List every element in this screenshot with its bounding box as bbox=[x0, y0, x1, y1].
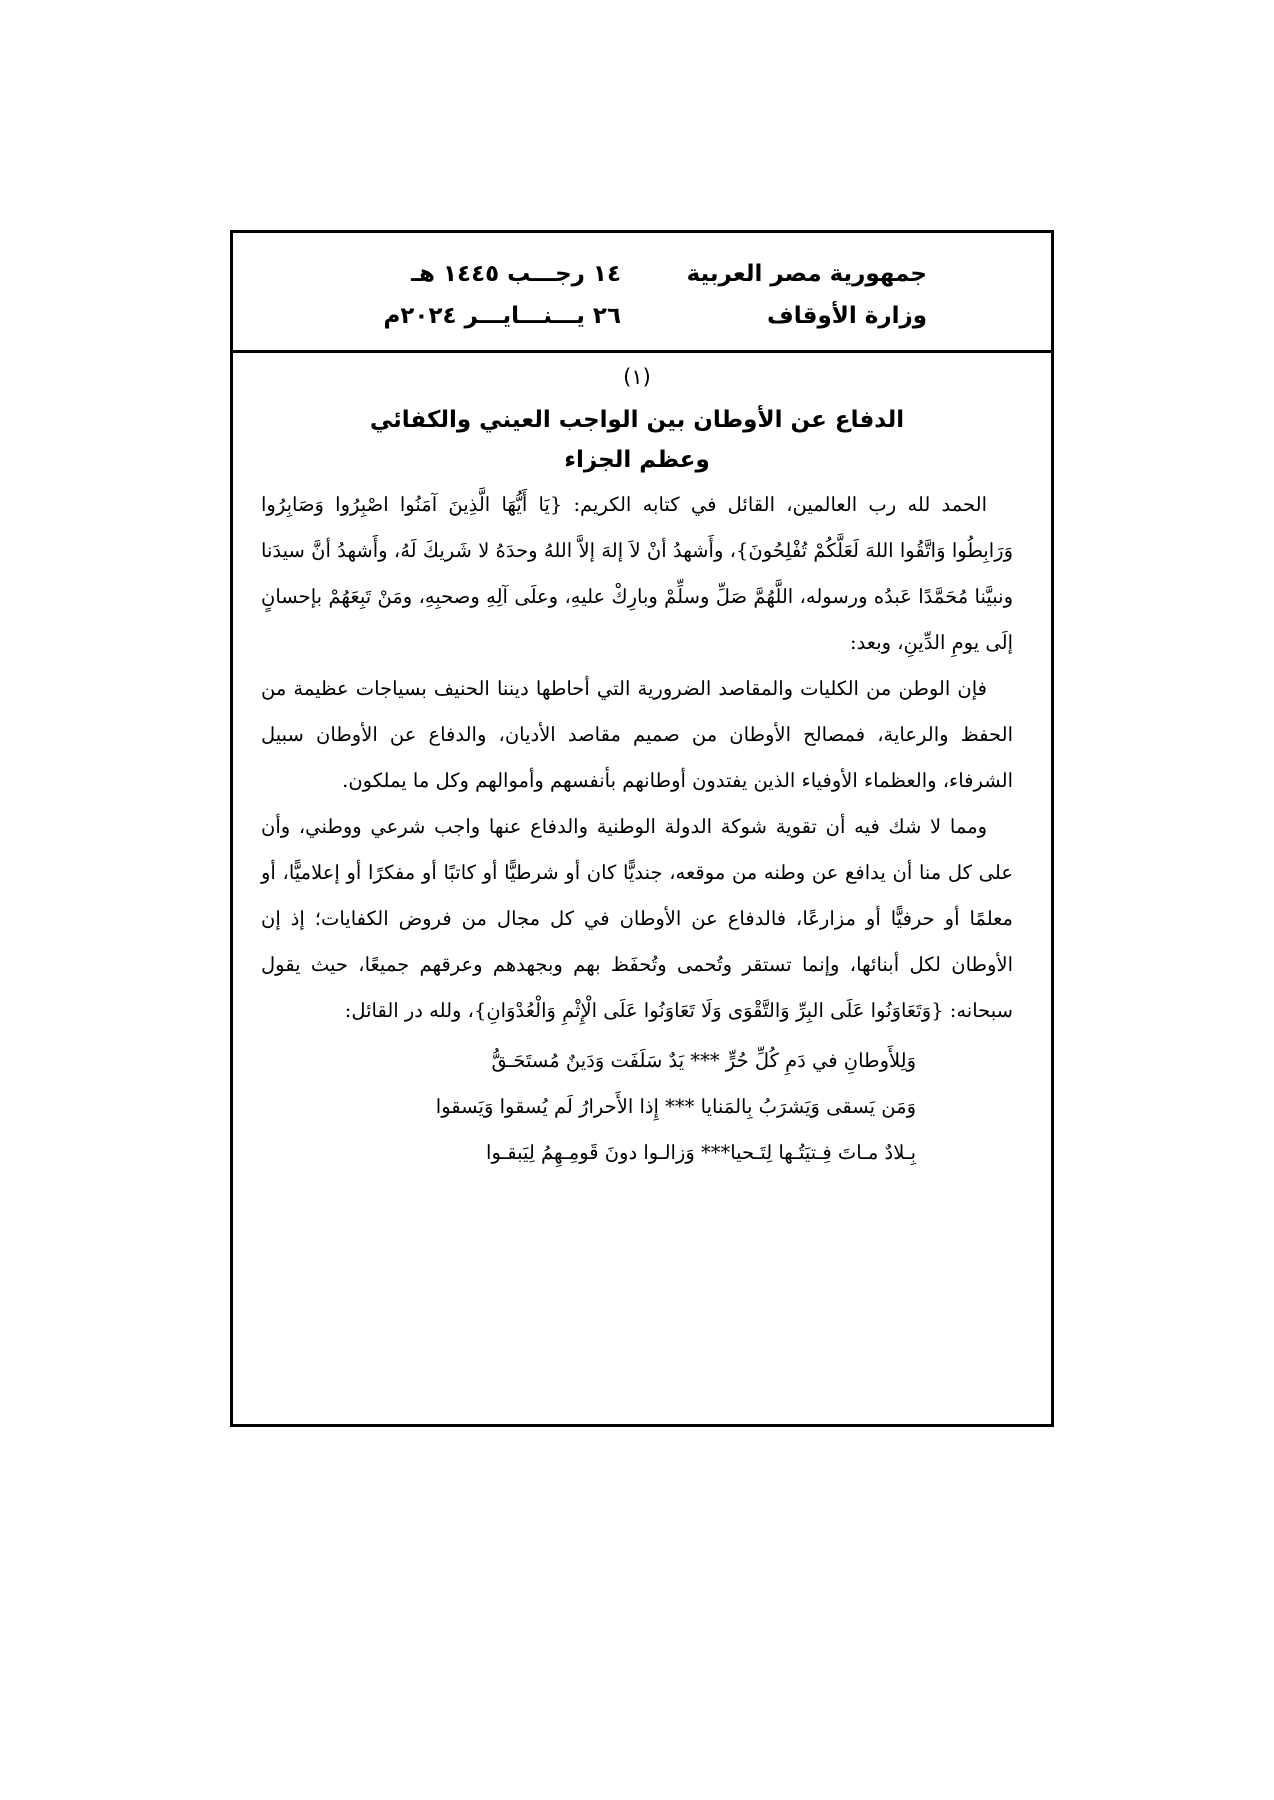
document-frame bbox=[230, 230, 1054, 1427]
poetry-verse: وَلِلأَوطانِ في دَمِ كُلِّ حُرٍّ *** يَدٌ سَلَفَت وَدَينٌ مُستَحَـقُّ bbox=[491, 1049, 916, 1072]
ministry-name: وزارة الأوقاف bbox=[767, 303, 927, 329]
issuer-block bbox=[687, 253, 927, 337]
date-block bbox=[351, 253, 621, 337]
document-body bbox=[233, 350, 1051, 1176]
document-header bbox=[233, 233, 1051, 353]
poetry-verse: بِـلادٌ مـاتَ فِـتيَتُـها لِتَـحيا*** وَزالـوا دونَ قَومِـهِمُ لِيَبقـوا bbox=[486, 1141, 916, 1164]
paragraph-opening: الحمد لله رب العالمين، القائل في كتابه الكريم: {يَا أَيُّهَا الَّذِينَ آمَنُوا اصْبِرُوا وَصَابِرُوا وَرَابِطُوا وَاتَّقُوا اللهَ لَعَلَّكُمْ تُفْلِحُونَ}، وأَشهدُ أنْ لاَ إلهَ إلاَّ اللهُ وحدَهُ لا شَريكَ لَهُ، وأَشهدُ أنَّ سيدَنا ونبيَّنا مُحَمَّدًا عَبدُه ورسوله، اللَّهُمَّ صَلِّ وسلِّمْ وبارِكْ عليهِ، وعلَى آلِهِ وصحبِهِ، ومَنْ تَبِعَهُمْ بإحسانٍ إلَى يومِ الدِّينِ، وبعد: bbox=[261, 493, 1013, 654]
poetry-block bbox=[261, 1038, 1013, 1176]
country-name: جمهورية مصر العربية bbox=[686, 261, 927, 287]
gregorian-date: ٢٦ يـــنـــايـــر ٢٠٢٤م bbox=[383, 303, 621, 329]
sermon-subtitle: وعظم الجزاء bbox=[564, 447, 710, 473]
paragraph: فإن الوطن من الكليات والمقاصد الضرورية التي أحاطها ديننا الحنيف بسياجات عظيمة من الحفظ والرعاية، فمصالح الأوطان من صميم مقاصد الأديان، والدفاع عن الأوطان سبيل الشرفاء، والعظماء الأوفياء الذين يفتدون أوطانهم بأنفسهم وأموالهم وكل ما يملكون. bbox=[261, 677, 1013, 792]
poetry-verse: وَمَن يَسقى وَيَشرَبُ بِالمَنايا *** إِذا الأَحرارُ لَم يُسقوا وَيَسقوا bbox=[435, 1095, 916, 1118]
hijri-date: ١٤ رجـــب ١٤٤٥ هـ bbox=[411, 261, 621, 287]
sermon-title: الدفاع عن الأوطان بين الواجب العيني والكفائي bbox=[369, 407, 905, 433]
paragraph: ومما لا شك فيه أن تقوية شوكة الدولة الوطنية والدفاع عنها واجب شرعي ووطني، وأن على كل منا أن يدافع عن وطنه من موقعه، جنديًّا كان أو شرطيًّا أو كاتبًا أو مفكرًا أو إعلاميًّا، أو معلمًا أو حرفيًّا أو مزارعًا، فالدفاع عن الأوطان في كل مجال من فروض الكفايات؛ إذ إن الأوطان لكل أبنائها، وإنما تستقر وتُحمى وتُحفَظ بهم وبجهدهم وعرقهم جميعًا، حيث يقول سبحانه: {وَتَعَاوَنُوا عَلَى البِرِّ وَالتَّقْوَى وَلَا تَعَاوَنُوا عَلَى الْإِثْمِ وَالْعُدْوَانِ}، ولله در القائل: bbox=[261, 815, 1013, 1022]
page-number: (١) bbox=[623, 365, 651, 389]
